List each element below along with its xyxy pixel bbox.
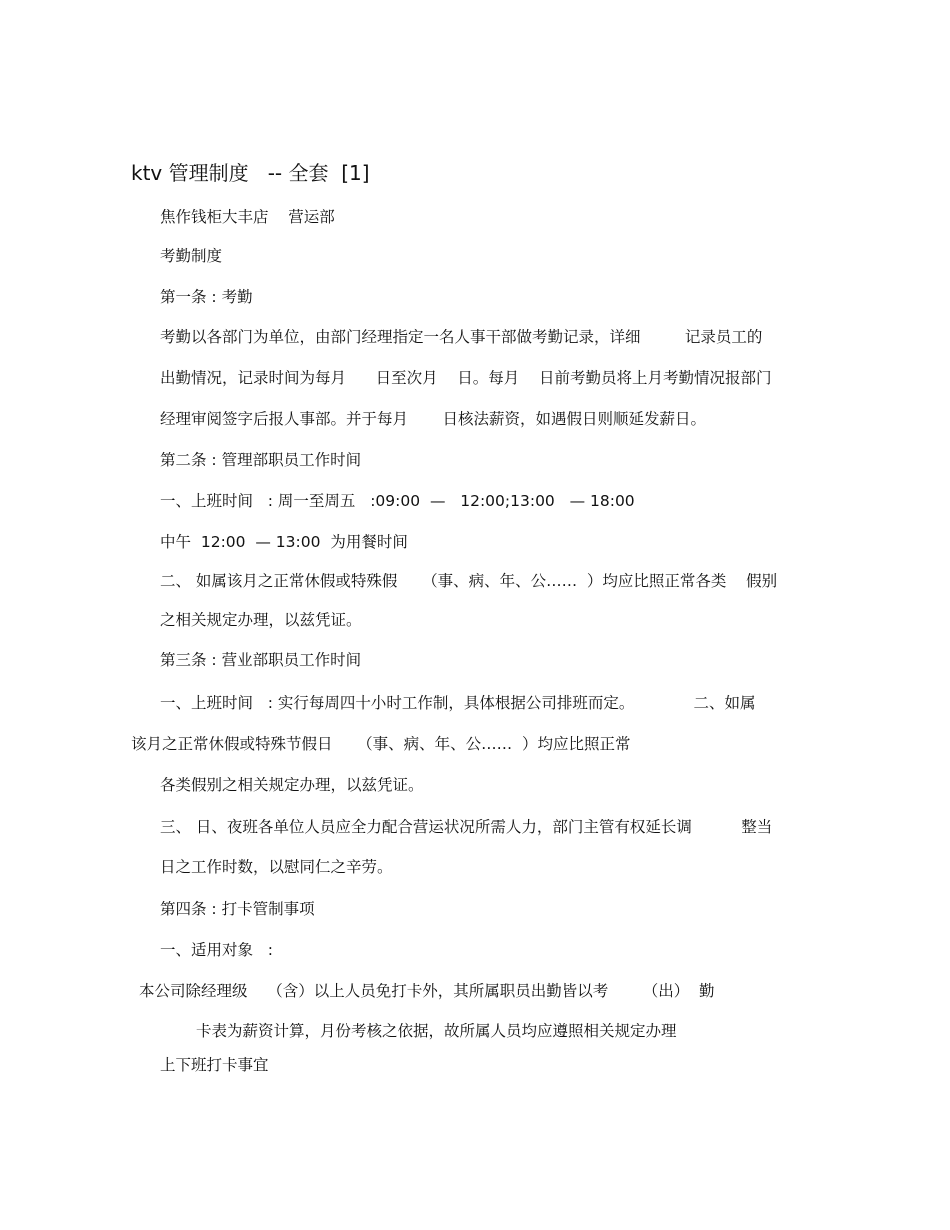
text-line: 上下班打卡事宜	[160, 1056, 269, 1074]
text-line: 之相关规定办理，以兹凭证。	[160, 611, 362, 629]
text-line: 考勤以各部门为单位，由部门经理指定一名人事干部做考勤记录，详细 记录员工的	[160, 328, 763, 346]
text-line: 第三条 : 营业部职员工作时间	[160, 651, 362, 669]
text-line: 一、上班时间 : 实行每周四十小时工作制，具体根据公司排班而定。 二、如属	[160, 694, 756, 712]
document-title: ktv 管理制度 -- 全套 [1]	[131, 161, 370, 185]
text-line: 该月之正常休假或特殊节假日 （事、病、年、公…… ）均应比照正常	[131, 735, 631, 753]
text-line: 日之工作时数，以慰同仁之辛劳。	[160, 858, 393, 876]
text-line: 各类假别之相关规定办理，以兹凭证。	[160, 776, 424, 794]
text-line: 第一条 : 考勤	[160, 288, 253, 306]
text-line: 本公司除经理级 （含）以上人员免打卡外，其所属职员出勤皆以考 （出） 勤	[139, 982, 715, 1000]
text-line: 一、适用对象 :	[160, 941, 274, 959]
text-line: 经理审阅签字后报人事部。并于每月 日核法薪资，如遇假日则顺延发薪日。	[160, 410, 706, 428]
text-line: 考勤制度	[160, 247, 223, 265]
text-line: 卡表为薪资计算，月份考核之依据，故所属人员均应遵照相关规定办理	[196, 1022, 677, 1040]
text-line: 三、 日、夜班各单位人员应全力配合营运状况所需人力，部门主管有权延长调 整当	[160, 818, 773, 836]
text-line: 二、 如属该月之正常休假或特殊假 （事、病、年、公…… ）均应比照正常各类 假别	[160, 572, 778, 590]
text-line: 焦作钱柜大丰店 营运部	[160, 208, 335, 226]
text-line: 第四条 : 打卡管制事项	[160, 900, 315, 918]
text-line: 出勤情况，记录时间为每月 日至次月 日。每月 日前考勤员将上月考勤情况报部门	[160, 369, 772, 387]
text-line: 一、上班时间 : 周一至周五 :09:00 — 12:00;13:00 — 18:00	[160, 492, 635, 510]
text-line: 中午 12:00 — 13:00 为用餐时间	[160, 533, 408, 551]
text-line: 第二条 : 管理部职员工作时间	[160, 451, 362, 469]
